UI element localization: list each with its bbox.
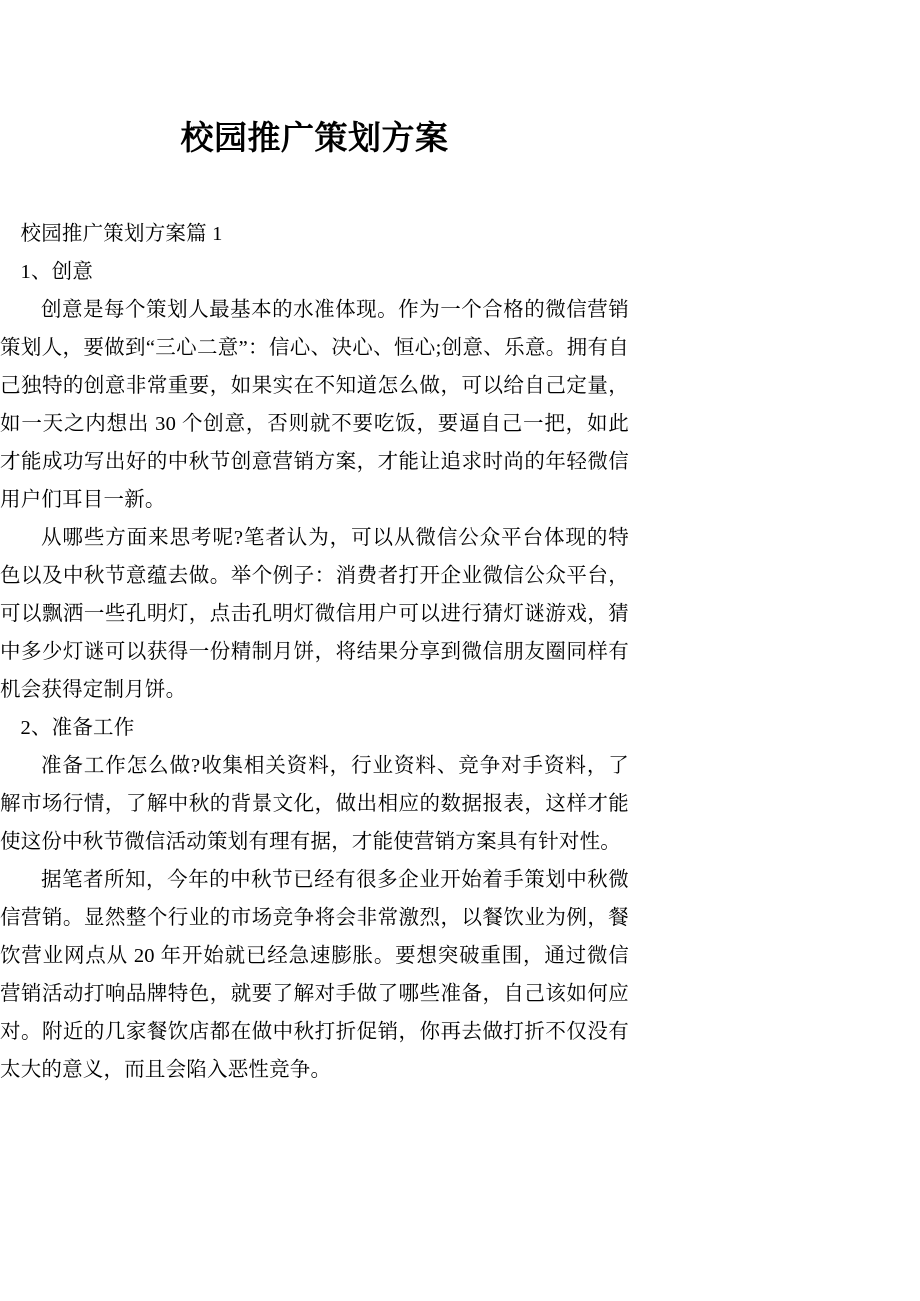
section-heading-1: 1、创意 — [20, 261, 94, 283]
section-subtitle: 校园推广策划方案篇 1 — [20, 223, 223, 245]
paragraph-4: 据笔者所知，今年的中秋节已经有很多企业开始着手策划中秋微信营销。显然整个行业的市场竞争将会非常激烈，以餐饮业为例，餐饮营业网点从 20 年开始就已经急速膨胀。要想突破重围，通过微信营销活动打响品牌特色，就要了解对手做了哪些准备，自己该如何应对。附近的几家餐饮店都在做中秋打折促销，你再去做打折不仅没有太大的意义，而且会陷入恶性竞争。 — [0, 869, 629, 1081]
paragraph-2: 从哪些方面来思考呢?笔者认为，可以从微信公众平台体现的特色以及中秋节意蕴去做。举个例子：消费者打开企业微信公众平台，可以飘洒一些孔明灯，点击孔明灯微信用户可以进行猜灯谜游戏，猜中多少灯谜可以获得一份精制月饼，将结果分享到微信朋友圈同样有机会获得定制月饼。 — [0, 527, 629, 701]
page-title: 校园推广策划方案 — [180, 119, 449, 156]
paragraph-3: 准备工作怎么做?收集相关资料，行业资料、竞争对手资料，了解市场行情，了解中秋的背景文化，做出相应的数据报表，这样才能使这份中秋节微信活动策划有理有据，才能使营销方案具有针对性。 — [0, 755, 629, 853]
section-heading-2: 2、准备工作 — [20, 717, 135, 739]
paragraph-1: 创意是每个策划人最基本的水准体现。作为一个合格的微信营销策划人，要做到“三心二意”：信心、决心、恒心;创意、乐意。拥有自己独特的创意非常重要，如果实在不知道怎么做，可以给自己定量，如一天之内想出 30 个创意，否则就不要吃饭，要逼自己一把，如此才能成功写出好的中秋节创意营销方案，才能让追求时尚的年轻微信用户们耳目一新。 — [0, 299, 629, 511]
document-body — [0, 215, 629, 1089]
